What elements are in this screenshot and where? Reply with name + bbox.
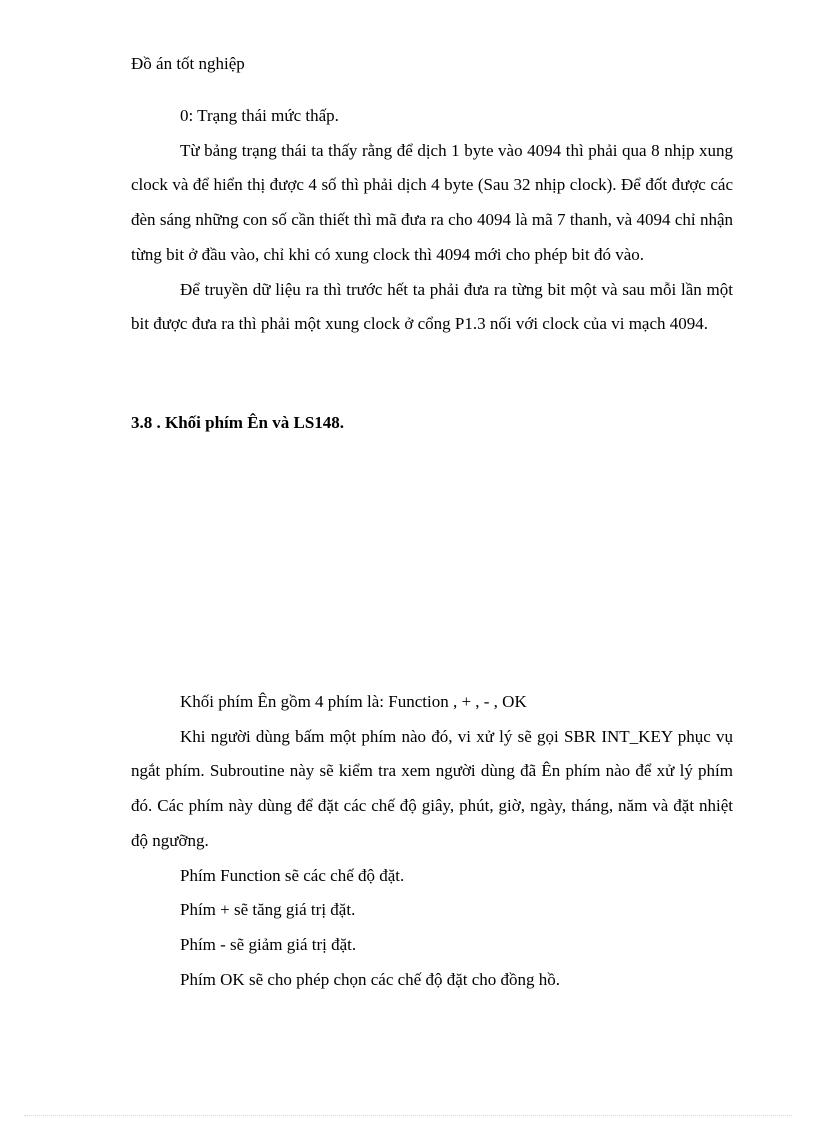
paragraph-state-table: Từ bảng trạng thái ta thấy rằng để dịch 1 byte vào 4094 thì phải qua 8 nhịp xung clock và để hiển thị được 4 số thì phải dịch 4 byte (Sau 32 nhịp clock). Để đốt được các đèn sáng những con số cần thiết thì mã đưa ra cho 4094 là mã 7 thanh, và 4094 chỉ nhận từng bit ở đầu vào, chỉ khi có xung clock thì 4094 mới cho phép bit đó vào. [131,140,733,264]
paragraph-key-block: Khối phím Ên gồm 4 phím là: Function , + , - , OK [180,692,527,711]
paragraph-minus-key: Phím - sẽ giảm giá trị đặt. [180,934,357,954]
paragraph-function-key: Phím Function sẽ các chế độ đặt. [180,865,405,885]
top-text-block [131,99,733,342]
paragraph-low-state: 0: Trạng thái mức thấp. [180,106,339,125]
section-heading: 3.8 . Khối phím Ên và LS148. [131,413,345,432]
page-header: Đồ án tốt nghiệp [131,54,245,73]
bottom-text-block [131,685,733,997]
footer-divider [24,1115,792,1116]
paragraph-data-transfer: Để truyền dữ liệu ra thì trước hết ta phải đưa ra từng bit một và sau mỗi lần một bit được đưa ra thì phải một xung clock ở cổng P1.3 nối với clock của vi mạch 4094. [131,279,733,334]
paragraph-plus-key: Phím + sẽ tăng giá trị đặt. [180,900,356,920]
paragraph-ok-key: Phím OK sẽ cho phép chọn các chế độ đặt cho đồng hồ. [180,969,561,989]
paragraph-interrupt: Khi người dùng bấm một phím nào đó, vi xử lý sẽ gọi SBR INT_KEY phục vụ ngắt phím. Subroutine này sẽ kiểm tra xem người dùng đã Ên phím nào để xử lý phím đó. Các phím này dùng để đặt các chế độ giây, phút, giờ, ngày, tháng, năm và đặt nhiệt độ ngưỡng. [131,726,733,850]
